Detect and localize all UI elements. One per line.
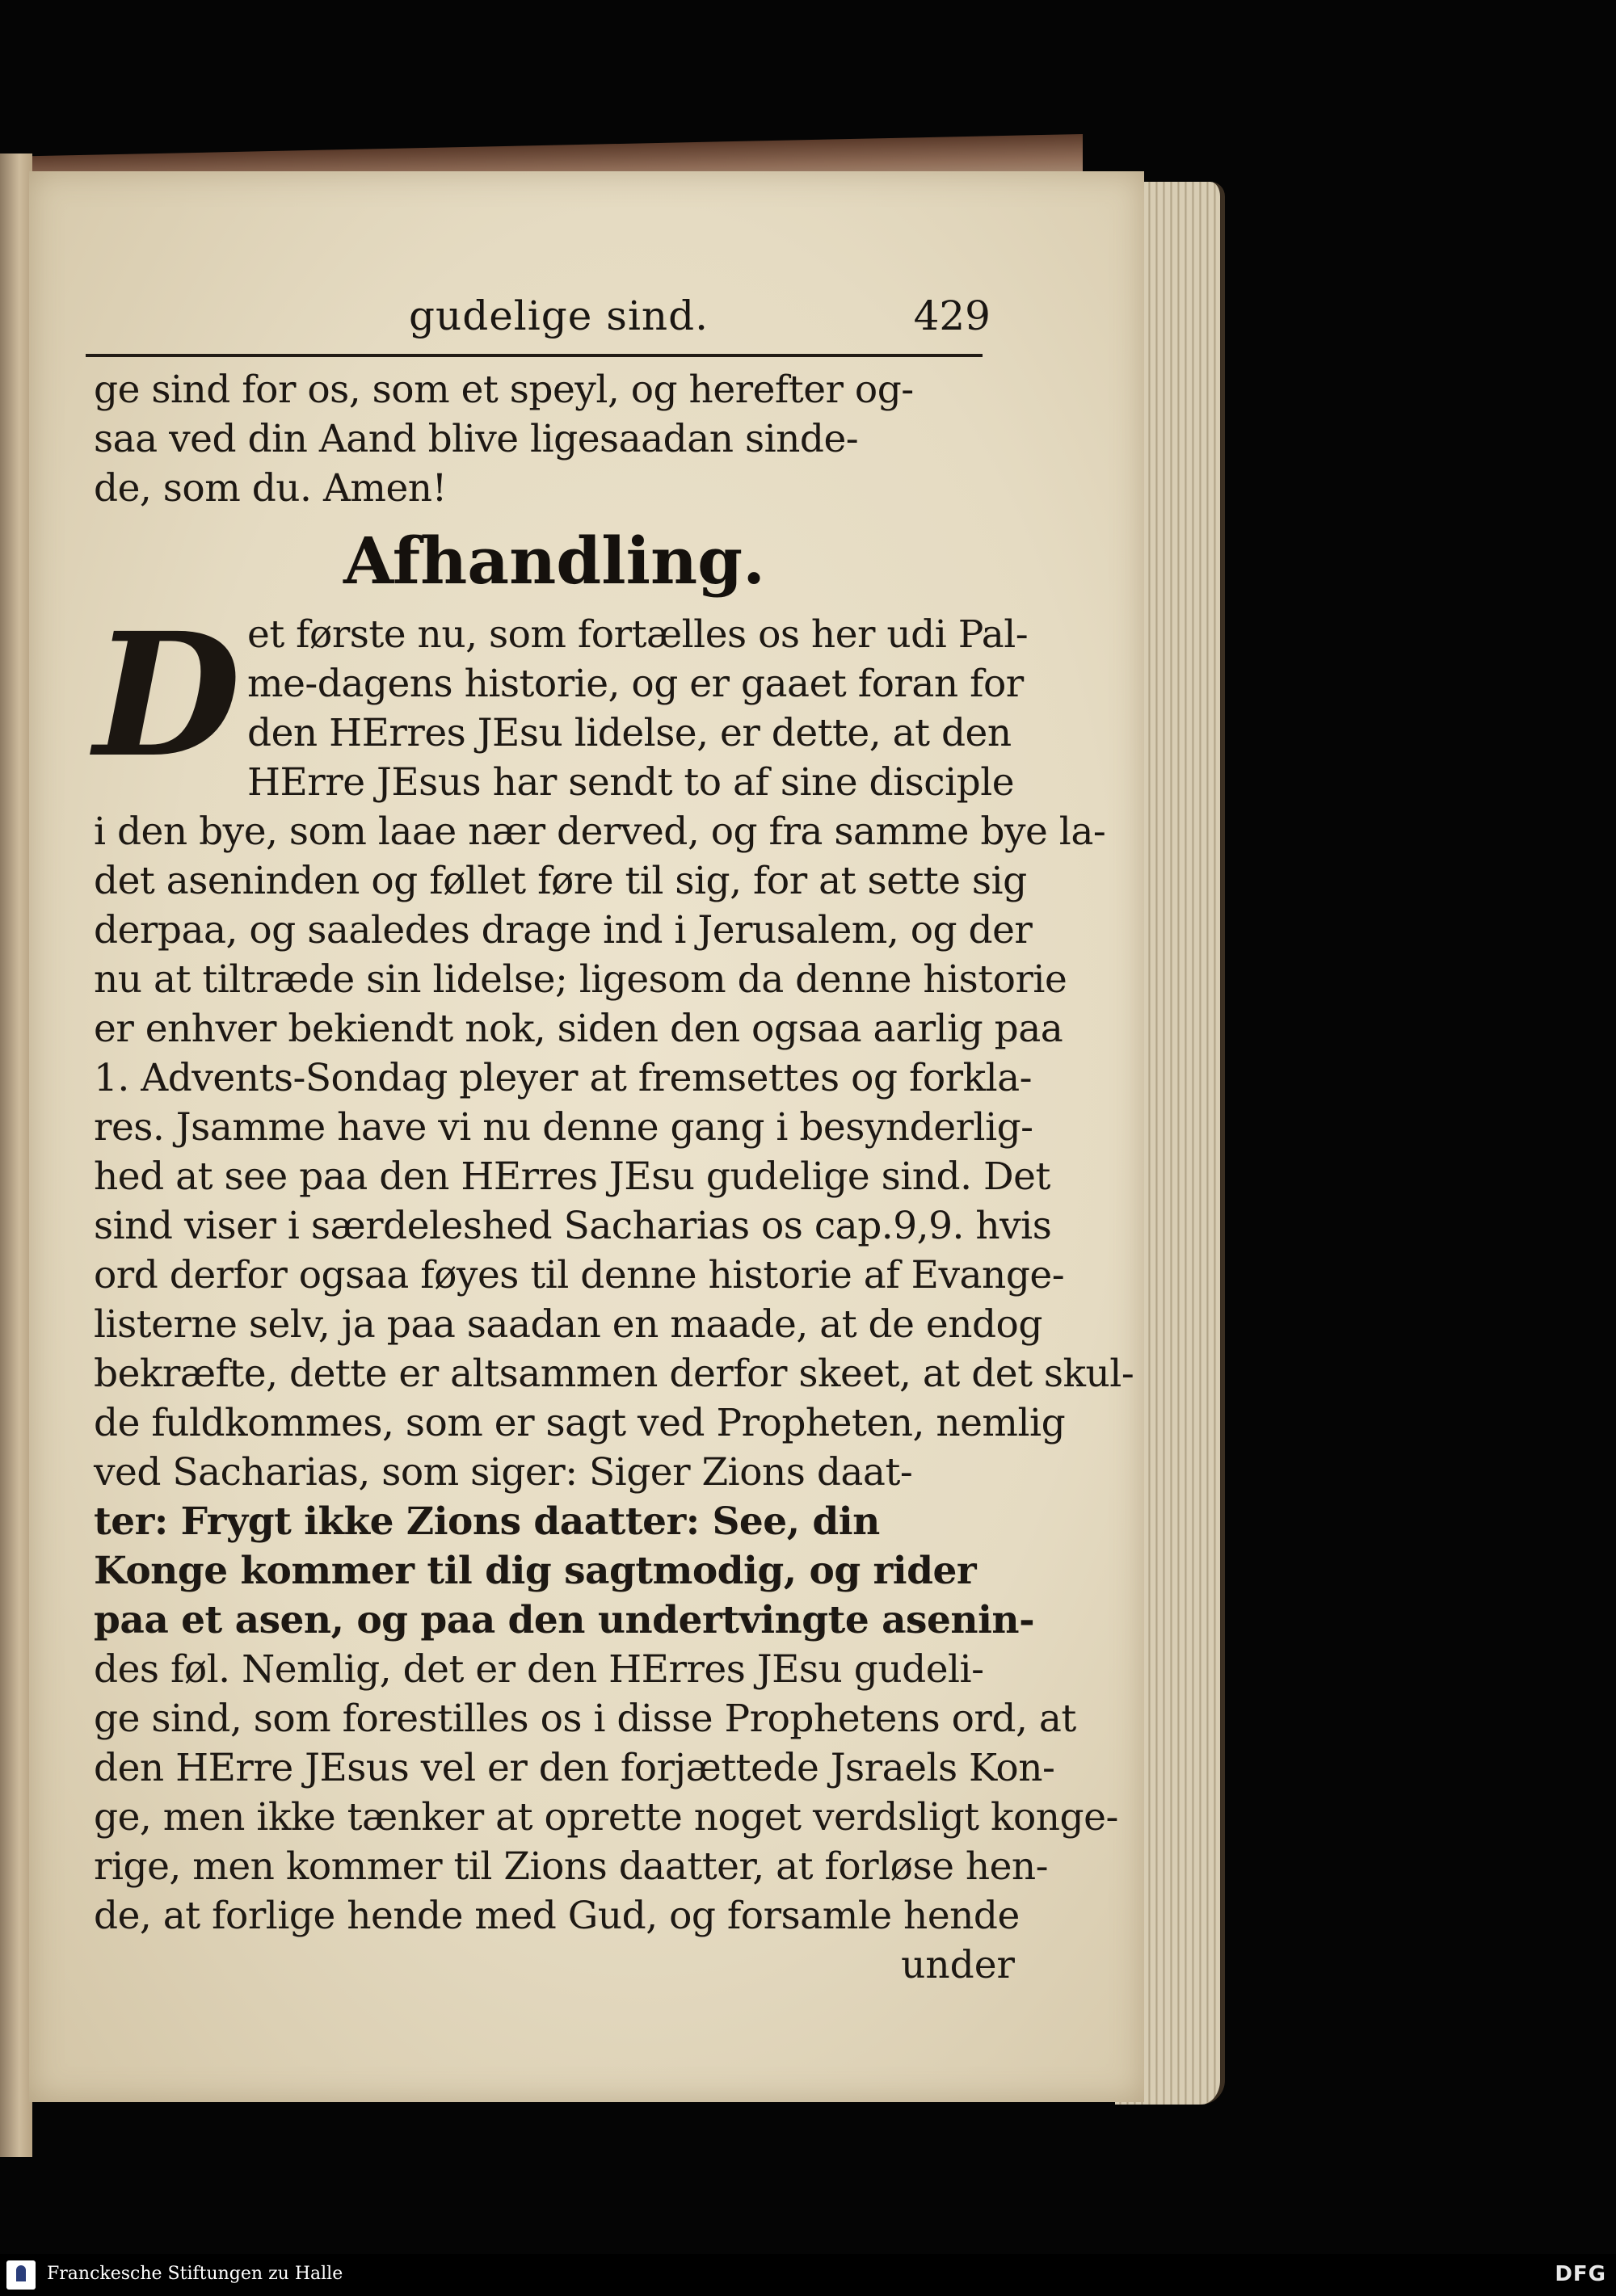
text-line: de, som du. Amen!	[94, 466, 447, 511]
text-line: me-dagens historie, og er gaaet foran for	[247, 662, 1024, 706]
text-line: derpaa, og saaledes drage ind i Jerusalem, og der	[94, 908, 1033, 952]
text-line: ge sind, som forestilles os i disse Prophetens ord, at	[94, 1697, 1076, 1741]
footer-organization: Franckesche Stiftungen zu Halle	[47, 2264, 343, 2284]
page-number: 429	[913, 292, 991, 339]
decorated-initial: D	[94, 595, 242, 795]
text-line: de, at forlige hende med Gud, og forsamle hende	[94, 1894, 1020, 1938]
text-line: rige, men kommer til Zions daatter, at forløse hen-	[94, 1844, 1049, 1889]
text-line: er enhver bekiendt nok, siden den ogsaa aarlig paa	[94, 1007, 1063, 1051]
text-line: den HErre JEsus vel er den forjættede Jsraels Kon-	[94, 1746, 1055, 1790]
text-line-quote: paa et asen, og paa den undertvingte asenin-	[94, 1598, 1035, 1642]
text-line: res. Jsamme have vi nu denne gang i besynderlig-	[94, 1105, 1033, 1150]
catchword: under	[901, 1943, 1015, 1987]
page-header	[409, 292, 991, 341]
text-line: listerne selv, ja paa saadan en maade, at de endog	[94, 1302, 1042, 1347]
text-line: bekræfte, dette er altsammen derfor skeet, at det skul-	[94, 1352, 1134, 1396]
text-line: det aseninden og føllet føre til sig, for at sette sig	[94, 859, 1027, 903]
text-line: nu at tiltræde sin lidelse; ligesom da denne historie	[94, 957, 1067, 1002]
text-line: hed at see paa den HErres JEsu gudelige sind. Det	[94, 1154, 1050, 1199]
text-line: de fuldkommes, som er sagt ved Propheten, nemlig	[94, 1401, 1066, 1445]
text-line: i den bye, som laae nær derved, og fra samme bye la-	[94, 809, 1106, 854]
text-line: ge sind for os, som et speyl, og herefter og-	[94, 368, 914, 412]
text-line: et første nu, som fortælles os her udi Pal-	[247, 612, 1029, 657]
initial-paragraph	[94, 595, 1029, 807]
dfg-logo: DFG	[1555, 2262, 1606, 2286]
book-page	[29, 171, 1144, 2102]
text-line: saa ved din Aand blive ligesaadan sinde-	[94, 417, 859, 461]
text-line: HErre JEsus har sendt to af sine disciple	[247, 760, 1015, 805]
text-line: 1. Advents-Sondag pleyer at fremsettes og forkla-	[94, 1056, 1033, 1100]
text-line: sind viser i særdeleshed Sacharias os cap.9,9. hvis	[94, 1204, 1052, 1248]
text-line: des føl. Nemlig, det er den HErres JEsu gudeli-	[94, 1647, 984, 1692]
header-rule	[86, 354, 983, 357]
viewer-footer	[0, 2254, 1616, 2296]
section-heading: Afhandling.	[343, 523, 765, 599]
text-line-quote: Konge kommer til dig sagtmodig, og rider	[94, 1549, 977, 1593]
text-line: den HErres JEsu lidelse, er dette, at den	[247, 711, 1012, 755]
text-line: ved Sacharias, som siger: Siger Zions daat-	[94, 1450, 913, 1495]
text-line: ge, men ikke tænker at oprette noget verdsligt konge-	[94, 1795, 1118, 1840]
text-line-quote: ter: Frygt ikke Zions daatter: See, din	[94, 1499, 880, 1544]
body-text	[94, 365, 1134, 1990]
franckesche-stiftungen-logo-icon	[6, 2260, 36, 2290]
previous-page-edge	[0, 153, 32, 2157]
running-head: gudelige sind.	[409, 292, 709, 339]
text-line: ord derfor ogsaa føyes til denne historie af Evange-	[94, 1253, 1065, 1297]
